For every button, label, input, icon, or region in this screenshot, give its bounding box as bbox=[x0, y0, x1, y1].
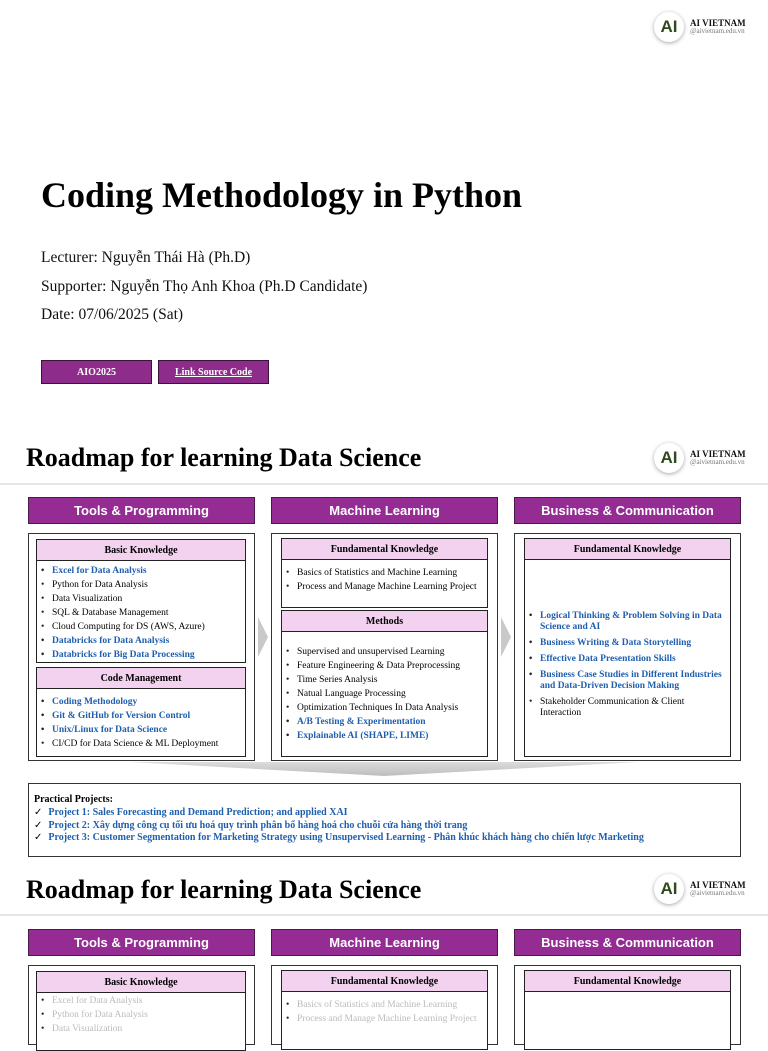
list-item: • Supervised and unsupervised Learning bbox=[282, 645, 487, 659]
biz-fundamental-title: Fundamental Knowledge bbox=[525, 539, 730, 560]
list-item: • Natual Language Processing bbox=[282, 687, 487, 701]
aio2025-button[interactable] bbox=[41, 360, 152, 384]
project-item: ✓ Project 3: Customer Segmentation for Marketing Strategy using Unsupervised Learning - Phân khúc khách hàng cho chiến lược Marketing bbox=[34, 832, 644, 843]
basic-knowledge-title: Basic Knowledge bbox=[37, 972, 245, 993]
list-item: • Business Case Studies in Different Industries and Data-Driven Decision Making bbox=[525, 670, 730, 692]
page-title: Coding Methodology in Python bbox=[41, 175, 523, 215]
code-management-title: Code Management bbox=[37, 668, 245, 689]
methods-title: Methods bbox=[282, 611, 487, 632]
list-item: • Data Visualization bbox=[37, 1022, 245, 1036]
list-item: • Excel for Data Analysis bbox=[37, 994, 245, 1008]
logo-site: @aivietnam.edu.vn bbox=[690, 27, 745, 36]
list-item: • Excel for Data Analysis bbox=[37, 564, 245, 578]
list-item: • Feature Engineering & Data Preprocessing bbox=[282, 659, 487, 673]
list-item: • Python for Data Analysis bbox=[37, 578, 245, 592]
column-header-ml: Machine Learning bbox=[271, 497, 498, 524]
roadmap-title-2: Roadmap for learning Data Science bbox=[26, 875, 422, 904]
ai-vietnam-logo-3 bbox=[654, 874, 746, 904]
source-code-link[interactable] bbox=[158, 360, 269, 384]
column-header-business: Business & Communication bbox=[514, 497, 741, 524]
list-item: • Business Writing & Data Storytelling bbox=[525, 638, 730, 649]
roadmap-title: Roadmap for learning Data Science bbox=[26, 443, 422, 472]
methods-box bbox=[281, 610, 488, 757]
project-item: ✓ Project 1: Sales Forecasting and Demand Prediction; and applied XAI bbox=[34, 807, 348, 818]
supporter-line: Supporter: Nguyễn Thọ Anh Khoa (Ph.D Candidate) bbox=[41, 278, 368, 295]
column-header-business: Business & Communication bbox=[514, 929, 741, 956]
check-icon: ✓ bbox=[34, 820, 43, 831]
practical-projects-box bbox=[28, 783, 741, 857]
biz-fundamental-box bbox=[524, 970, 731, 1050]
tools-column bbox=[28, 965, 255, 1045]
ai-vietnam-logo bbox=[654, 12, 746, 42]
check-icon: ✓ bbox=[34, 832, 43, 843]
column-header-tools: Tools & Programming bbox=[28, 497, 255, 524]
tools-column bbox=[28, 533, 255, 761]
ml-fundamental-box bbox=[281, 970, 488, 1050]
business-column bbox=[514, 533, 741, 761]
ml-column bbox=[271, 533, 498, 761]
list-item: • Process and Manage Machine Learning Project bbox=[282, 1012, 487, 1026]
list-item: • Time Series Analysis bbox=[282, 673, 487, 687]
ml-fundamental-box bbox=[281, 538, 488, 608]
ml-fundamental-title: Fundamental Knowledge bbox=[282, 971, 487, 992]
basic-knowledge-box bbox=[36, 539, 246, 663]
ai-logo-icon: AI bbox=[654, 874, 684, 904]
source-code-link-label: Link Source Code bbox=[174, 366, 253, 378]
ml-fundamental-title: Fundamental Knowledge bbox=[282, 539, 487, 560]
list-item: • Coding Methodology bbox=[37, 695, 245, 709]
logo-site: @aivietnam.edu.vn bbox=[690, 458, 745, 467]
ml-column bbox=[271, 965, 498, 1045]
date-line: Date: 07/06/2025 (Sat) bbox=[41, 306, 184, 323]
logo-name: AI VIETNAM bbox=[690, 879, 746, 890]
basic-knowledge-title: Basic Knowledge bbox=[37, 540, 245, 561]
list-item: • Stakeholder Communication & Client Interaction bbox=[525, 697, 730, 719]
biz-fundamental-title: Fundamental Knowledge bbox=[525, 971, 730, 992]
list-item: • Unix/Linux for Data Science bbox=[37, 723, 245, 737]
column-header-tools: Tools & Programming bbox=[28, 929, 255, 956]
header-divider bbox=[0, 914, 768, 916]
biz-fundamental-box bbox=[524, 538, 731, 757]
list-item: • Effective Data Presentation Skills bbox=[525, 654, 730, 665]
arrow-right-icon bbox=[258, 617, 268, 657]
list-item: • Databricks for Big Data Processing bbox=[37, 648, 245, 662]
ai-vietnam-logo-2 bbox=[654, 443, 746, 473]
list-item: • Data Visualization bbox=[37, 592, 245, 606]
chevron-down-icon bbox=[130, 762, 638, 776]
logo-name: AI VIETNAM bbox=[690, 17, 746, 28]
ai-logo-icon: AI bbox=[654, 12, 684, 42]
aio2025-label: AIO2025 bbox=[77, 366, 116, 378]
project-item: ✓ Project 2: Xây dựng công cụ tối ưu hoá quy trình phân bổ hàng hoá cho chuỗi cửa hàng thời trang bbox=[34, 820, 468, 831]
logo-site: @aivietnam.edu.vn bbox=[690, 889, 745, 898]
practical-projects-title: Practical Projects: bbox=[34, 794, 113, 805]
list-item: • Logical Thinking & Problem Solving in Data Science and AI bbox=[525, 611, 730, 633]
list-item: • A/B Testing & Experimentation bbox=[282, 715, 487, 729]
list-item: • CI/CD for Data Science & ML Deployment bbox=[37, 737, 245, 751]
header-divider bbox=[0, 483, 768, 485]
column-header-ml: Machine Learning bbox=[271, 929, 498, 956]
list-item: • Cloud Computing for DS (AWS, Azure) bbox=[37, 620, 245, 634]
list-item: • Python for Data Analysis bbox=[37, 1008, 245, 1022]
list-item: • Explainable AI (SHAPE, LIME) bbox=[282, 729, 487, 743]
code-management-box bbox=[36, 667, 246, 757]
list-item: • Optimization Techniques In Data Analysis bbox=[282, 701, 487, 715]
check-icon: ✓ bbox=[34, 807, 43, 818]
ai-logo-icon: AI bbox=[654, 443, 684, 473]
list-item: • Databricks for Data Analysis bbox=[37, 634, 245, 648]
arrow-right-icon bbox=[501, 617, 511, 657]
list-item: • Git & GitHub for Version Control bbox=[37, 709, 245, 723]
basic-knowledge-box bbox=[36, 971, 246, 1051]
business-column bbox=[514, 965, 741, 1045]
lecturer-line: Lecturer: Nguyễn Thái Hà (Ph.D) bbox=[41, 249, 251, 266]
list-item: • Process and Manage Machine Learning Project bbox=[282, 580, 487, 594]
list-item: • Basics of Statistics and Machine Learning bbox=[282, 998, 487, 1012]
list-item: • Basics of Statistics and Machine Learning bbox=[282, 566, 487, 580]
list-item: • SQL & Database Management bbox=[37, 606, 245, 620]
logo-name: AI VIETNAM bbox=[690, 448, 746, 459]
